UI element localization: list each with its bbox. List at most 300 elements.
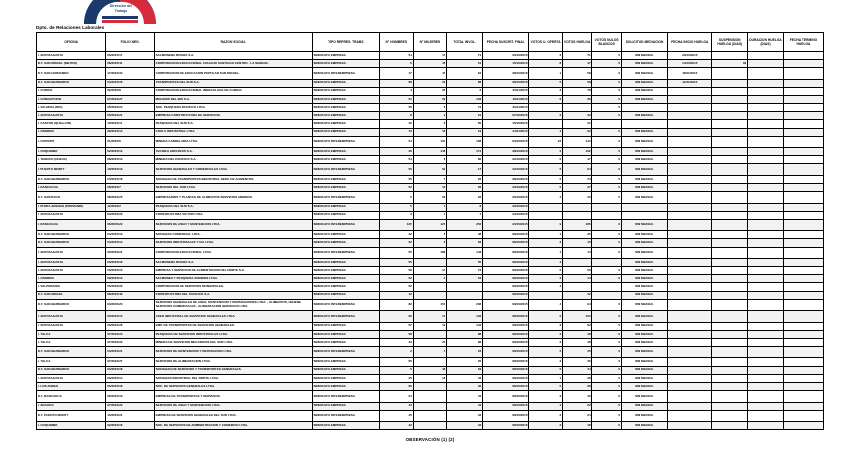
col-header-susp[interactable]: SUSPENSION HUELGA (DIAS) — [712, 33, 748, 52]
cell-folio: 03/2015/15 — [106, 267, 154, 275]
cell-dur — [748, 164, 784, 175]
cell-dur — [748, 291, 784, 299]
cell-razon: ASEO INDUSTRIAL DE SERVICIOS GENERALES LTDA. — [154, 311, 312, 322]
cell-total: 158 — [447, 136, 483, 147]
cell-dur — [748, 330, 784, 338]
cell-total: 53 — [447, 366, 483, 374]
table-row[interactable] — [37, 183, 824, 191]
table-row[interactable] — [37, 410, 824, 421]
col-header-mujeres[interactable]: N° MUJERES — [413, 33, 447, 52]
cell-mujeres: 6 — [413, 231, 447, 239]
cell-solmed: SIN MEDIAC. — [621, 347, 667, 358]
col-header-tipo[interactable]: TIPO REPRES. TRABS — [312, 33, 379, 52]
cell-mujeres — [413, 258, 447, 266]
cell-hombres: 52 — [379, 275, 413, 283]
table-row[interactable] — [37, 148, 824, 156]
cell-fth — [783, 95, 823, 103]
cell-hombres: 54 — [379, 51, 413, 59]
cell-solmed: SIN MEDIAC. — [621, 258, 667, 266]
cell-oficina: D.T. PUERTO MONTT — [37, 410, 106, 421]
cell-total: 103 — [447, 95, 483, 103]
cell-folio: 08/2015/25 — [106, 192, 154, 203]
cell-razon: SERVICIOS GENERALES Y COMERCIALES LTDA. — [154, 164, 312, 175]
cell-folio: 02/2015/12 — [106, 148, 154, 156]
cell-susp — [712, 183, 748, 191]
cell-dur — [748, 183, 784, 191]
table-row[interactable] — [37, 175, 824, 183]
table-row[interactable] — [37, 136, 824, 147]
table-row[interactable] — [37, 247, 824, 258]
cell-hombres: 82 — [379, 299, 413, 310]
cell-votos_uo — [529, 291, 563, 299]
table-row[interactable] — [37, 322, 824, 330]
cell-total: 174 — [447, 148, 483, 156]
cell-folio: 04/2015/18 — [106, 175, 154, 183]
cell-folio: 03/2015/21 — [106, 112, 154, 120]
cell-votos_nb: 0 — [592, 239, 621, 247]
cell-fsus: 28/10/2015 — [483, 79, 529, 87]
cell-votos_hu: 58 — [562, 79, 591, 87]
cell-total — [447, 283, 483, 291]
cell-votos_uo: 2 — [529, 338, 563, 346]
cell-dur — [748, 112, 784, 120]
cell-fth — [783, 120, 823, 128]
cell-tipo: SINDICATO EMPRESA — [312, 374, 379, 382]
cell-total: 7 — [447, 211, 483, 219]
cell-hombres: 43 — [379, 402, 413, 410]
cell-oficina: I. COPIAPO — [37, 136, 106, 147]
cell-folio: 04/2015/20 — [106, 299, 154, 310]
col-header-votos_hu[interactable]: VOTOS HUELGA — [562, 33, 591, 52]
cell-dur — [748, 247, 784, 258]
cell-susp — [712, 112, 748, 120]
cell-fth — [783, 104, 823, 112]
cell-votos_nb: 0 — [592, 422, 621, 430]
cell-tipo: SINDICATO EMPRESA — [312, 148, 379, 156]
cell-total: 132 — [447, 311, 483, 322]
cell-votos_uo: 9 — [529, 219, 563, 230]
cell-votos_nb — [592, 203, 621, 211]
table-body — [37, 51, 824, 429]
cell-votos_hu: 22 — [562, 402, 591, 410]
cell-total: 48 — [447, 231, 483, 239]
cell-tipo: SINDICATO EMPRESA — [312, 183, 379, 191]
cell-votos_uo: 5 — [529, 79, 563, 87]
cell-votos_hu: 92 — [562, 128, 591, 136]
cell-fih — [668, 239, 712, 247]
cell-solmed — [621, 120, 667, 128]
col-header-votos_nb[interactable]: VOTOS NULOS BLANCOS — [592, 33, 621, 52]
table-row[interactable] — [37, 402, 824, 410]
cell-votos_nb: 0 — [592, 59, 621, 67]
table-row[interactable] — [37, 239, 824, 247]
cell-fsus: 08/10/2015 — [483, 382, 529, 390]
cell-votos_nb: 0 — [592, 330, 621, 338]
cell-dur — [748, 68, 784, 79]
table-row[interactable] — [37, 112, 824, 120]
cell-hombres: 3 — [379, 211, 413, 219]
cell-fth — [783, 231, 823, 239]
cell-total — [447, 291, 483, 299]
cell-fih — [668, 338, 712, 346]
cell-total: 46 — [447, 382, 483, 390]
cell-votos_hu: 36 — [562, 358, 591, 366]
cell-votos_hu: 31 — [562, 120, 591, 128]
cell-susp — [712, 148, 748, 156]
cell-oficina: I. ANTOFAGASTA — [37, 247, 106, 258]
table-row[interactable] — [37, 59, 824, 67]
cell-mujeres: 62 — [413, 164, 447, 175]
cell-hombres: 73 — [379, 128, 413, 136]
cell-votos_hu: 49 — [562, 391, 591, 402]
cell-mujeres: 3 — [413, 203, 447, 211]
cell-fth — [783, 59, 823, 67]
table-row[interactable] — [37, 299, 824, 310]
table-row[interactable] — [37, 258, 824, 266]
cell-solmed: SIN MEDIAC. — [621, 247, 667, 258]
col-header-fih[interactable]: FECHA INICIO HUELGA — [668, 33, 712, 52]
table-row[interactable] — [37, 391, 824, 402]
cell-votos_hu: 14 — [562, 275, 591, 283]
cell-razon: EMPRESA CONSTRUCTORA DE SERVICIOS. — [154, 112, 312, 120]
cell-dur — [748, 95, 784, 103]
cell-folio: 06/2015/7 — [106, 183, 154, 191]
cell-total: 26 — [447, 183, 483, 191]
cell-oficina: D.T. SAN BERNARDO — [37, 366, 106, 374]
cell-fih — [668, 291, 712, 299]
cell-tipo: SINDICATO EMPRESA — [312, 95, 379, 103]
cell-fih — [668, 330, 712, 338]
cell-mujeres — [413, 391, 447, 402]
cell-razon: SOC. DE SERVICIOS GENERALES LTDA. — [154, 382, 312, 390]
table-row[interactable] — [37, 347, 824, 358]
cell-solmed: SIN MEDIAC. — [621, 79, 667, 87]
cell-votos_nb: 0 — [592, 247, 621, 258]
cell-mujeres: 35 — [413, 87, 447, 95]
cell-votos_nb: 0 — [592, 192, 621, 203]
cell-total: 10 — [447, 112, 483, 120]
cell-fth — [783, 136, 823, 147]
cell-fth — [783, 203, 823, 211]
cell-fth — [783, 164, 823, 175]
cell-mujeres: 188 — [413, 247, 447, 258]
cell-oficina: I. ANTOFAGASTA — [37, 258, 106, 266]
table-row[interactable] — [37, 374, 824, 382]
cell-solmed: SIN MEDIAC. — [621, 175, 667, 183]
cell-folio: 01/2015/6 — [106, 136, 154, 147]
cell-susp — [712, 391, 748, 402]
cell-hombres: 26 — [379, 148, 413, 156]
cell-hombres: 95 — [379, 311, 413, 322]
table-row[interactable] — [37, 68, 824, 79]
cell-votos_nb: 0 — [592, 51, 621, 59]
cell-mujeres — [413, 291, 447, 299]
cell-dur — [748, 156, 784, 164]
cell-hombres: 5 — [379, 192, 413, 203]
col-header-dur[interactable]: DURACION HUELGA (DIAS) — [748, 33, 784, 52]
cell-susp — [712, 322, 748, 330]
cell-folio: 17/2015/34 — [106, 68, 154, 79]
cell-total: 50 — [447, 120, 483, 128]
cell-folio: 08/2015/42 — [106, 291, 154, 299]
cell-fsus: 08/10/2015 — [483, 322, 529, 330]
cell-hombres: 55 — [379, 164, 413, 175]
cell-tipo: SINDICATO EMPRESA — [312, 338, 379, 346]
cell-fih — [668, 366, 712, 374]
cell-mujeres: 127 — [413, 219, 447, 230]
cell-susp — [712, 51, 748, 59]
cell-dur — [748, 283, 784, 291]
cell-total: 23 — [447, 347, 483, 358]
cell-fsus: 20/10/2015 — [483, 183, 529, 191]
table-row[interactable] — [37, 156, 824, 164]
cell-razon: SOCIEDAD COMERCIAL LTDA. — [154, 231, 312, 239]
cell-votos_hu: 24 — [562, 410, 591, 421]
table-row[interactable] — [37, 104, 824, 112]
table-row[interactable] — [37, 95, 824, 103]
col-header-fsus[interactable]: FECHA SUSCRIT. FINAL — [483, 33, 529, 52]
cell-fth — [783, 258, 823, 266]
cell-total: 71 — [447, 51, 483, 59]
cell-folio: 04/2015/21 — [106, 347, 154, 358]
cell-total: 6 — [447, 87, 483, 95]
cell-folio: 02/2015/8 — [106, 87, 154, 95]
cell-hombres: 42 — [379, 120, 413, 128]
table-row[interactable] — [37, 164, 824, 175]
cell-razon: PESQUERA DEL SUR S.A. — [154, 203, 312, 211]
cell-votos_uo: 6 — [529, 95, 563, 103]
cell-votos_hu: 94 — [562, 299, 591, 310]
cell-fth — [783, 156, 823, 164]
cell-votos_nb — [592, 291, 621, 299]
cell-votos_uo: 1 — [529, 68, 563, 79]
table-row[interactable] — [37, 358, 824, 366]
cell-folio: 07/2015/23 — [106, 338, 154, 346]
cell-razon: CORPORACION EDUCACIONAL COLEGIO SANTIAGO CENTRO - LA SERENA. — [154, 59, 312, 67]
col-header-oficina[interactable]: OFICINA — [37, 33, 106, 52]
col-header-fth[interactable]: FECHA TERMINO HUELGA — [783, 33, 823, 52]
cell-fsus: 20/10/2015 — [483, 51, 529, 59]
cell-fth — [783, 410, 823, 421]
table-row[interactable] — [37, 267, 824, 275]
table-row[interactable] — [37, 51, 824, 59]
cell-folio: 06/2015/19 — [106, 391, 154, 402]
cell-razon: MINERA CANDELARIA LTDA. — [154, 136, 312, 147]
cell-susp — [712, 347, 748, 358]
cell-fth — [783, 422, 823, 430]
cell-fsus: 08/10/2015 — [483, 247, 529, 258]
cell-susp — [712, 275, 748, 283]
cell-votos_hu: 15 — [562, 239, 591, 247]
table-row[interactable] — [37, 275, 824, 283]
cell-votos_hu: 32 — [562, 112, 591, 120]
table-row[interactable] — [37, 128, 824, 136]
table-row[interactable] — [37, 382, 824, 390]
cell-fsus: 23/10/2015 — [483, 211, 529, 219]
cell-hombres: 68 — [379, 79, 413, 87]
cell-votos_nb — [592, 120, 621, 128]
cell-folio: 07/2015/27 — [106, 95, 154, 103]
cell-razon: SERVICIOS GENERALES DE ASEO, MANTENCION Y REPARACIONES LTDA. - ALIMENTOS, HIGIENE SERVICIOS COMERCIALES - ALIMENTACION SERVICIOS LTDA. — [154, 299, 312, 310]
cell-hombres: 57 — [379, 322, 413, 330]
table-row[interactable] — [37, 283, 824, 291]
cell-fih — [668, 382, 712, 390]
cell-tipo: SINDICATO INTEREMPRESA — [312, 247, 379, 258]
col-header-folio[interactable]: FOLIO NEG. — [106, 33, 154, 52]
cell-votos_nb: 0 — [592, 231, 621, 239]
cell-total: 8 — [447, 203, 483, 211]
logo-wordmark — [88, 4, 154, 13]
cell-votos_uo: 5 — [529, 183, 563, 191]
cell-susp — [712, 358, 748, 366]
cell-dur — [748, 299, 784, 310]
cell-fth — [783, 311, 823, 322]
cell-hombres: 12 — [379, 291, 413, 299]
cell-votos_uo: 1 — [529, 231, 563, 239]
cell-oficina: I. TALCA — [37, 330, 106, 338]
cell-votos_hu: 48 — [562, 338, 591, 346]
cell-votos_hu — [562, 203, 591, 211]
table-row[interactable] — [37, 330, 824, 338]
cell-mujeres: 4 — [413, 211, 447, 219]
table-row[interactable] — [37, 219, 824, 230]
cell-fih — [668, 87, 712, 95]
cell-razon: SERVICIOS DEL SUR LTDA. — [154, 183, 312, 191]
cell-votos_hu: 18 — [562, 422, 591, 430]
cell-hombres: 65 — [379, 358, 413, 366]
cell-total: 26 — [447, 192, 483, 203]
cell-tipo: SINDICATO EMPRESA — [312, 79, 379, 87]
cell-fih — [668, 391, 712, 402]
cell-fth — [783, 283, 823, 291]
cell-votos_nb: 0 — [592, 391, 621, 402]
cell-votos_nb: 0 — [592, 410, 621, 421]
cell-fih — [668, 128, 712, 136]
cell-fih — [668, 95, 712, 103]
cell-dur — [748, 391, 784, 402]
table-row[interactable] — [37, 120, 824, 128]
cell-mujeres — [413, 382, 447, 390]
cell-hombres: 17 — [379, 68, 413, 79]
cell-votos_nb — [592, 283, 621, 291]
cell-fth — [783, 358, 823, 366]
registry-table-wrapper — [36, 32, 824, 430]
cell-solmed: SIN MEDIAC. — [621, 422, 667, 430]
cell-dur — [748, 347, 784, 358]
logo-line-2: Trabajo — [114, 8, 128, 13]
cell-fsus: 20/11/2015 — [483, 104, 529, 112]
table-row[interactable] — [37, 422, 824, 430]
table-row[interactable] — [37, 311, 824, 322]
cell-razon: SALMONERA RIVERA S.A. — [154, 258, 312, 266]
cell-hombres: 58 — [379, 267, 413, 275]
cell-total: 98 — [447, 330, 483, 338]
cell-fsus: 07/10/2015 — [483, 112, 529, 120]
table-row[interactable] — [37, 291, 824, 299]
cell-hombres: 58 — [379, 330, 413, 338]
cell-votos_nb: 0 — [592, 104, 621, 112]
cell-hombres: 51 — [379, 95, 413, 103]
cell-fsus: 08/10/2015 — [483, 366, 529, 374]
cell-hombres: 54 — [379, 156, 413, 164]
cell-razon: PESQUERA DEL SUR S.A. — [154, 120, 312, 128]
cell-susp — [712, 382, 748, 390]
cell-razon: SOCIEDAD DE TRANSPORTES INDUSTRIAL SERV. DE ALIMENTOS. — [154, 175, 312, 183]
cell-fsus: 08/10/2015 — [483, 239, 529, 247]
cell-tipo: SINDICATO EMPRESA — [312, 402, 379, 410]
cell-fth — [783, 112, 823, 120]
table-row[interactable] — [37, 79, 824, 87]
cell-votos_nb: 0 — [592, 164, 621, 175]
cell-oficina: I. ANTOFAGASTA — [37, 374, 106, 382]
cell-fsus: 08/10/2015 — [483, 358, 529, 366]
cell-votos_nb: 0 — [592, 136, 621, 147]
cell-fih — [668, 299, 712, 310]
cell-fsus: 08/10/2015 — [483, 291, 529, 299]
col-header-solmed[interactable]: SOLICITUD MEDIACION — [621, 33, 667, 52]
cell-folio: 03/2015/17 — [106, 51, 154, 59]
cell-susp — [712, 120, 748, 128]
cell-total: 44 — [447, 402, 483, 410]
cell-votos_nb: 0 — [592, 219, 621, 230]
col-header-total[interactable]: TOTAL INVOL. — [447, 33, 483, 52]
cell-votos_nb: 0 — [592, 338, 621, 346]
table-row[interactable] — [37, 211, 824, 219]
cell-votos_nb: 0 — [592, 267, 621, 275]
cell-mujeres: 104 — [413, 136, 447, 147]
cell-fih — [668, 112, 712, 120]
cell-hombres: 54 — [379, 136, 413, 147]
cell-oficina: D.T. SAN BERNARDO — [37, 175, 106, 183]
cell-votos_hu — [562, 283, 591, 291]
cell-hombres: 52 — [379, 183, 413, 191]
cell-votos_nb: 0 — [592, 402, 621, 410]
cell-votos_hu: 162 — [562, 148, 591, 156]
cell-fih — [668, 211, 712, 219]
cell-hombres: 4 — [379, 87, 413, 95]
cell-fth — [783, 211, 823, 219]
table-row[interactable] — [37, 192, 824, 203]
cell-fth — [783, 183, 823, 191]
table-row[interactable] — [37, 203, 824, 211]
cell-hombres: 2 — [379, 347, 413, 358]
cell-hombres: 42 — [379, 231, 413, 239]
cell-razon: SERVICIOS INDUSTRIALES Y CIA LTDA. — [154, 239, 312, 247]
col-header-razon[interactable]: RAZON SOCIAL — [154, 33, 312, 52]
cell-votos_hu — [562, 211, 591, 219]
cell-razon: CORPORACION DE SERVICIOS MUNICIPALES. — [154, 283, 312, 291]
cell-folio: 10/2015/21 — [106, 410, 154, 421]
cell-mujeres: 18 — [413, 374, 447, 382]
cell-oficina: I. VALDIVIA (RIO) — [37, 104, 106, 112]
cell-folio: 04/2015/19 — [106, 231, 154, 239]
table-row[interactable] — [37, 338, 824, 346]
cell-oficina: I. ANTOFAGASTA — [37, 311, 106, 322]
cell-votos_nb: 0 — [592, 322, 621, 330]
table-row[interactable] — [37, 231, 824, 239]
col-header-hombres[interactable]: N° HOMBRES — [379, 33, 413, 52]
cell-dur — [748, 358, 784, 366]
cell-fth — [783, 299, 823, 310]
cell-votos_uo — [529, 203, 563, 211]
cell-folio: 04/2015/16 — [106, 79, 154, 87]
cell-razon: CORPORACION DE EDUCACION POPULAR SAN MIGUEL. — [154, 68, 312, 79]
cell-oficina: D.T. SAN MIGUEL — [37, 291, 106, 299]
cell-folio: 06/2015/22 — [106, 219, 154, 230]
table-row[interactable] — [37, 366, 824, 374]
col-header-votos_uo[interactable]: VOTOS U. OFERTA — [529, 33, 563, 52]
table-row[interactable] — [37, 87, 824, 95]
